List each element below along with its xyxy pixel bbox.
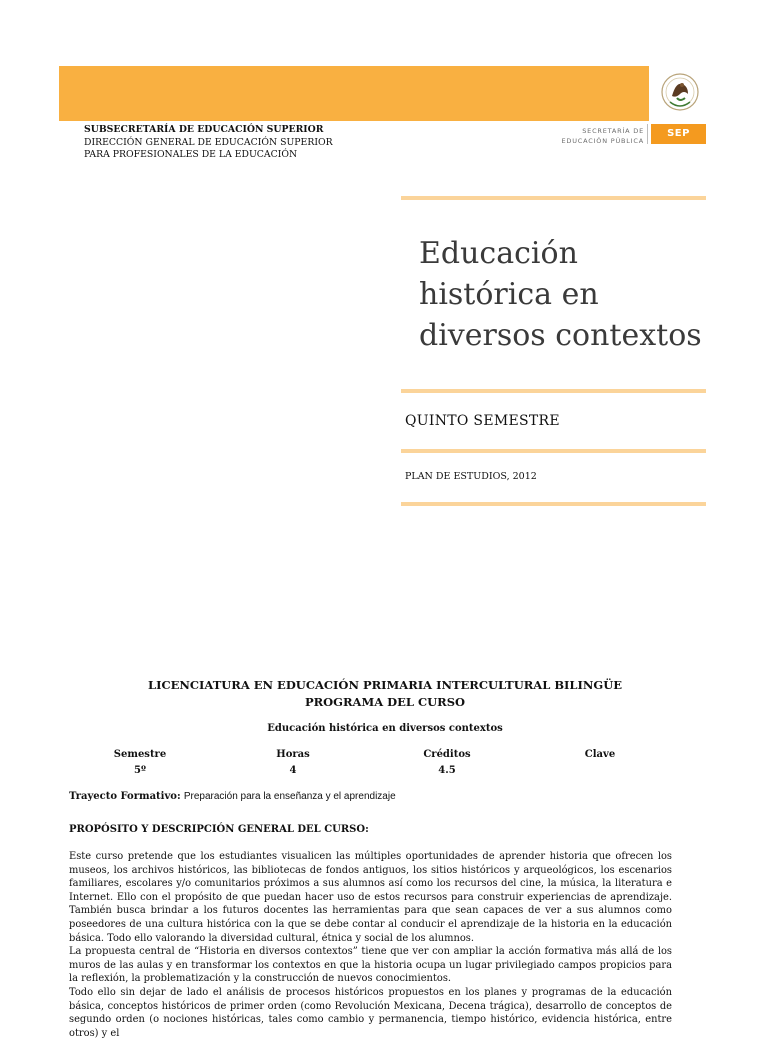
eagle-seal-icon: [658, 68, 702, 120]
paragraph-2: La propuesta central de “Historia en diversos contextos” tiene que ver con ampliar la acción formativa más allá de los muros de las aulas y en transformar los contextos en que la historia ocupa un lugar privilegiado campos propicios para la reflexión, la problematización y la construcción de nuevos conocimientos.: [69, 946, 672, 985]
logo-divider: [647, 124, 648, 144]
trayecto-value: Preparación para la enseñanza y el aprendizaje: [183, 791, 396, 802]
semester-label: QUINTO SEMESTRE: [405, 413, 560, 429]
meta-horas-label: Horas: [276, 749, 310, 760]
meta-creditos: [407, 747, 487, 779]
sep-wordmark: [561, 126, 644, 146]
cover-rule-lower: [401, 449, 706, 453]
meta-semestre-label: Semestre: [113, 749, 167, 760]
cover-rule-top: [401, 196, 706, 200]
meta-clave: [560, 747, 640, 763]
cover-rule-bottom: [401, 502, 706, 506]
course-title-line2: histórica en: [419, 277, 599, 312]
sep-badge: SEP: [651, 124, 706, 144]
purpose-body: [69, 850, 672, 1040]
sep-wordmark-line2: EDUCACIÓN PÚBLICA: [561, 137, 644, 145]
meta-horas-value: 4: [289, 765, 297, 776]
trayecto-formativo: [69, 791, 396, 802]
program-heading: [60, 677, 710, 711]
paragraph-1: Este curso pretende que los estudiantes visualicen las múltiples oportunidades de aprender historia que ofrecen los museos, los archivos históricos, las bibliotecas de fondos antiguos, los sitios históricos y arqueológicos, los escenarios familiares, escolares y/o comunitarios próximos a sus alumnos así como los recursos del cine, la música, la literatura e Internet. Ello con el propósito de que puedan hacer uso de estos recursos para construir experiencias de aprendizaje. También busca brindar a los futuros docentes las herramientas para que sean capaces de ver a sus alumnos como poseedores de una cultura histórica con la que se debe contar al conducir el aprendizaje de la historia en la educación básica. Todo ello valorando la diversidad cultural, étnica y social de los alumnos.: [69, 851, 672, 944]
meta-creditos-value: 4.5: [438, 765, 456, 776]
degree-title: LICENCIATURA EN EDUCACIÓN PRIMARIA INTERCULTURAL BILINGÜE: [147, 678, 623, 692]
study-plan-label: PLAN DE ESTUDIOS, 2012: [405, 471, 537, 482]
institution-line3: PARA PROFESIONALES DE LA EDUCACIÓN: [84, 149, 298, 160]
trayecto-label: Trayecto Formativo:: [69, 791, 181, 802]
paragraph-3: Todo ello sin dejar de lado el análisis de procesos históricos propuestos en los planes y programas de la educación básica, conceptos históricos de primer orden (como Revolución Mexicana, Decena trágica), desarrollo de conceptos de segundo orden (o nociones históricas, tales como cambio y permanencia, tiempo histórico, evidencia histórica, entre otros) y el: [69, 986, 672, 1039]
course-name: Educación histórica en diversos contextos: [267, 723, 503, 734]
purpose-heading: PROPÓSITO Y DESCRIPCIÓN GENERAL DEL CURSO:: [69, 824, 369, 835]
institution-header: [84, 124, 333, 162]
meta-semestre-value: 5º: [134, 765, 146, 776]
institution-line1: SUBSECRETARÍA DE EDUCACIÓN SUPERIOR: [84, 124, 324, 135]
meta-semestre: [100, 747, 180, 779]
course-title-line1: Educación: [419, 236, 578, 271]
course-title-line3: diversos contextos: [419, 318, 702, 353]
sep-wordmark-line1: SECRETARÍA DE: [582, 127, 644, 135]
institution-line2: DIRECCIÓN GENERAL DE EDUCACIÓN SUPERIOR: [84, 136, 333, 148]
header-band: [59, 66, 649, 121]
cover-rule-middle: [401, 389, 706, 393]
program-label: PROGRAMA DEL CURSO: [304, 695, 466, 709]
meta-creditos-label: Créditos: [423, 749, 471, 760]
meta-clave-label: Clave: [584, 749, 616, 760]
meta-horas: [253, 747, 333, 779]
course-title: [419, 233, 709, 356]
